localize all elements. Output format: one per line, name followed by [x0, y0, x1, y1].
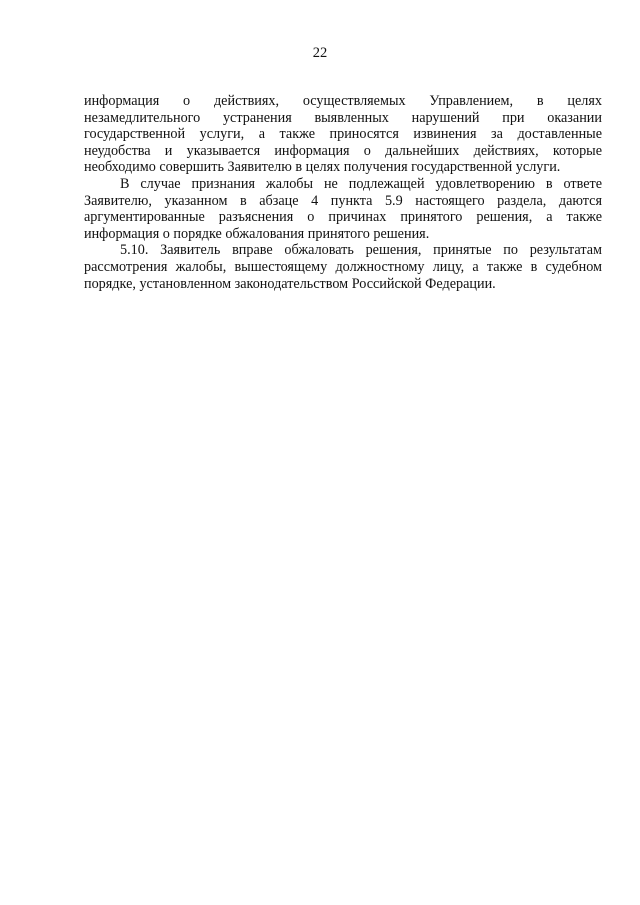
paragraph-2-line-2: Заявителю, указанном в абзаце 4 пункта 5.9 настоящего раздела, даются [84, 192, 602, 209]
paragraph-2-line-3: аргументированные разъяснения о причинах принятого решения, а также [84, 209, 602, 226]
paragraph-3-line-2: рассмотрения жалобы, вышестоящему должностному лицу, а также в судебном [84, 258, 602, 275]
paragraph-1-line-5: необходимо совершить Заявителю в целях получения государственной услуги. [84, 159, 561, 176]
paragraph-2-line-4: информация о порядке обжалования принятого решения. [84, 225, 430, 242]
paragraph-2-line-1: В случае признания жалобы не подлежащей удовлетворению в ответе [120, 175, 602, 192]
paragraph-1-line-2: незамедлительного устранения выявленных нарушений при оказании [84, 109, 602, 126]
paragraph-1-line-4: неудобства и указывается информация о дальнейших действиях, которые [84, 142, 602, 159]
paragraph-2 [84, 176, 602, 242]
paragraph-1-line-3: государственной услуги, а также приносятся извинения за доставленные [84, 126, 602, 143]
paragraph-3 [84, 242, 602, 292]
paragraph-1-line-1: информация о действиях, осуществляемых Управлением, в целях [84, 93, 602, 109]
document-body [84, 93, 602, 292]
paragraph-1 [84, 93, 602, 176]
paragraph-3-line-1: 5.10. Заявитель вправе обжаловать решения, принятые по результатам [120, 242, 602, 259]
paragraph-3-line-3: порядке, установленном законодательством Российской Федерации. [84, 275, 496, 292]
page-number: 22 [312, 45, 328, 61]
